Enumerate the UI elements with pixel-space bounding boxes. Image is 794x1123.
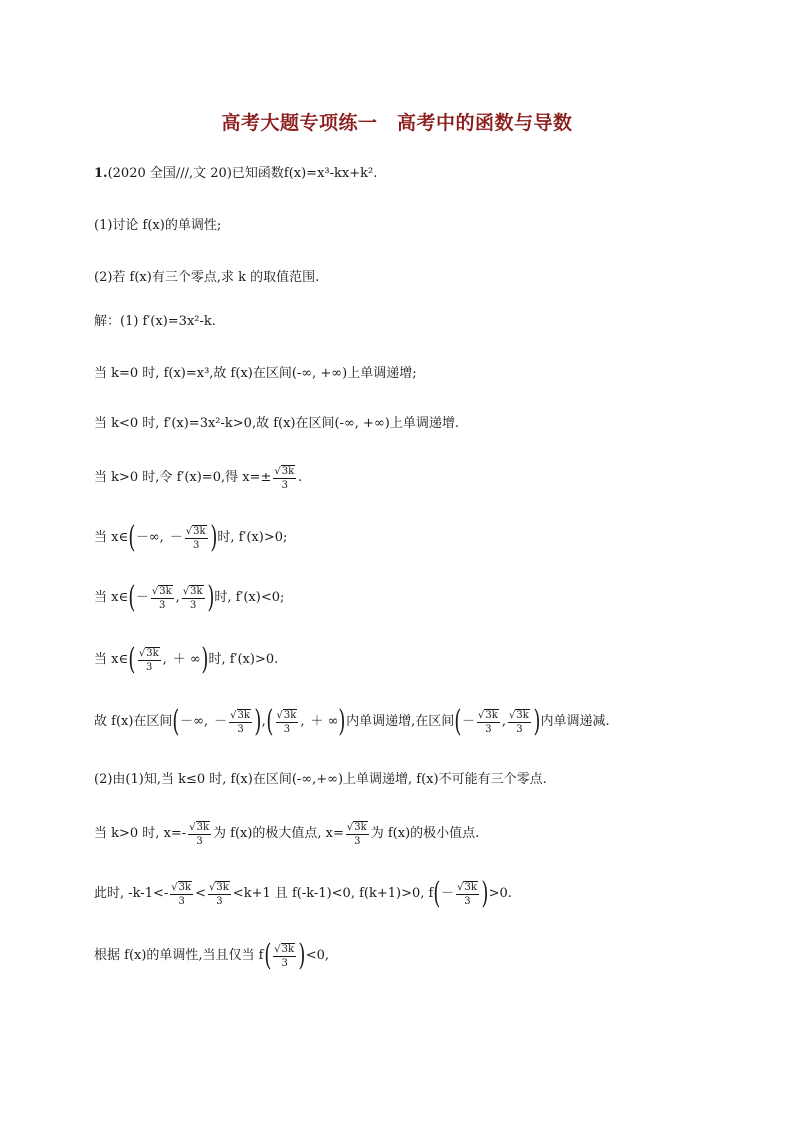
text-segment: － bbox=[462, 714, 476, 729]
big-right-paren: ) bbox=[481, 876, 489, 911]
text-segment: 时, f′(x)<0; bbox=[214, 590, 285, 605]
problem-number: 1. bbox=[94, 166, 108, 181]
text-segment: ＋ ∞ bbox=[310, 714, 339, 729]
solution-derivative: 解：(1) f′(x)=3x²-k. bbox=[94, 314, 216, 329]
fraction-sqrt3k-over-3: $\frac{√3k}{3}$ bbox=[276, 709, 297, 735]
solution-conclusion bbox=[94, 936, 329, 976]
text-segment: 内单调递减. bbox=[540, 714, 610, 729]
big-left-paren: ( bbox=[266, 704, 274, 739]
page-title: 高考大题专项练一 高考中的函数与导数 bbox=[221, 112, 573, 134]
solution-part-2-intro: (2)由(1)知,当 k≤0 时, f(x)在区间(-∞,+∞)上单调递增, f(x)不可能有三个零点. bbox=[94, 772, 547, 787]
big-right-paren: ) bbox=[206, 580, 214, 615]
text-segment: < bbox=[195, 886, 206, 901]
text-segment: － bbox=[214, 714, 228, 729]
text-segment: 为 f(x)的极大值点, x= bbox=[213, 826, 344, 841]
big-right-paren: ) bbox=[298, 938, 306, 973]
text-segment: <k+1 且 f(-k-1)<0, f(k+1)>0, f bbox=[232, 886, 434, 901]
text-segment: －∞, bbox=[180, 714, 209, 729]
solution-interval-2 bbox=[94, 578, 284, 618]
fraction-sqrt3k-over-3: $\frac{√3k}{3}$ bbox=[230, 709, 250, 735]
text-segment: 根据 f(x)的单调性,当且仅当 f bbox=[94, 948, 264, 963]
solution-monotonicity-summary bbox=[94, 702, 610, 742]
solution-inequality bbox=[94, 874, 512, 914]
text-segment: , bbox=[300, 714, 305, 729]
fraction-sqrt3k-over-3: $\frac{√3k}{3}$ bbox=[208, 881, 229, 907]
fraction-sqrt3k-over-3: $\frac{√3k}{3}$ bbox=[508, 709, 529, 735]
solution-case-k-zero: 当 k=0 时, f(x)=x³,故 f(x)在区间(-∞, +∞)上单调递增; bbox=[94, 366, 417, 381]
fraction-sqrt3k-over-3: $\frac{√3k}{3}$ bbox=[478, 709, 498, 735]
text-segment: －∞, bbox=[135, 530, 164, 545]
solution-interval-3 bbox=[94, 640, 278, 680]
solution-interval-1 bbox=[94, 518, 287, 558]
big-left-paren: ( bbox=[128, 520, 136, 555]
big-left-paren: ( bbox=[128, 642, 136, 677]
text-segment: 为 f(x)的极小值点. bbox=[370, 826, 480, 841]
text-segment: 此时, -k-1<- bbox=[94, 886, 169, 901]
text-segment: , bbox=[501, 714, 506, 729]
text-segment: , bbox=[261, 714, 266, 729]
text-segment: >0. bbox=[488, 886, 512, 901]
fraction-sqrt3k-over-3: $\frac{√3k}{3}$ bbox=[182, 585, 203, 611]
solution-case-k-positive bbox=[94, 458, 302, 498]
text-segment: 故 f(x)在区间 bbox=[94, 714, 173, 729]
text-segment: 时, f′(x)>0. bbox=[208, 652, 279, 667]
text-segment: 当 x∈ bbox=[94, 590, 129, 605]
text-segment: , bbox=[162, 652, 167, 667]
big-left-paren: ( bbox=[172, 704, 180, 739]
text-segment: , bbox=[175, 590, 180, 605]
fraction-sqrt3k-over-3: $\frac{√3k}{3}$ bbox=[185, 525, 206, 551]
solution-case-k-negative: 当 k<0 时, f′(x)=3x²-k>0,故 f(x)在区间(-∞, +∞)上单调递增. bbox=[94, 416, 459, 431]
big-right-paren: ) bbox=[209, 520, 217, 555]
problem-function: f(x)=x³-kx+k². bbox=[283, 166, 378, 181]
question-2: (2)若 f(x)有三个零点,求 k 的取值范围. bbox=[94, 270, 320, 285]
big-left-paren: ( bbox=[433, 876, 441, 911]
problem-source: (2020 全国///,文 20)已知函数 bbox=[107, 166, 284, 181]
fraction-sqrt3k-over-3: $\frac{√3k}{3}$ bbox=[138, 647, 159, 673]
fraction-sqrt3k-over-3: $\frac{√3k}{3}$ bbox=[346, 821, 367, 847]
fraction-sqrt3k-over-3: $\frac{√3k}{3}$ bbox=[171, 881, 192, 907]
text-segment: － bbox=[135, 590, 149, 605]
fraction-sqrt3k-over-3: $\frac{√3k}{3}$ bbox=[274, 943, 295, 969]
text-segment: 当 x∈ bbox=[94, 530, 129, 545]
text-segment: 当 k>0 时,令 f′(x)=0,得 x=± bbox=[94, 470, 272, 485]
fraction-sqrt3k-over-3: $\frac{√3k}{3}$ bbox=[189, 821, 209, 847]
text-segment: <0, bbox=[305, 948, 330, 963]
problem-statement bbox=[94, 154, 377, 194]
text-segment: 当 k>0 时, x=- bbox=[94, 826, 187, 841]
big-left-paren: ( bbox=[454, 704, 462, 739]
fraction-sqrt3k-over-3: $\frac{√3k}{3}$ bbox=[274, 465, 295, 491]
solution-extreme-points bbox=[94, 814, 479, 854]
big-left-paren: ( bbox=[263, 938, 271, 973]
text-segment: － bbox=[169, 530, 183, 545]
text-segment: 当 x∈ bbox=[94, 652, 129, 667]
question-1: (1)讨论 f(x)的单调性; bbox=[94, 218, 222, 233]
text-segment: 内单调递增,在区间 bbox=[346, 714, 455, 729]
fraction-sqrt3k-over-3: $\frac{√3k}{3}$ bbox=[457, 881, 477, 907]
big-left-paren: ( bbox=[128, 580, 136, 615]
big-right-paren: ) bbox=[338, 704, 346, 739]
fraction-sqrt3k-over-3: $\frac{√3k}{3}$ bbox=[151, 585, 172, 611]
text-segment: . bbox=[298, 470, 303, 485]
big-right-paren: ) bbox=[254, 704, 262, 739]
big-right-paren: ) bbox=[201, 642, 209, 677]
text-segment: 时, f′(x)>0; bbox=[217, 530, 288, 545]
text-segment: ＋ ∞ bbox=[172, 652, 201, 667]
big-right-paren: ) bbox=[533, 704, 541, 739]
text-segment: － bbox=[441, 886, 455, 901]
